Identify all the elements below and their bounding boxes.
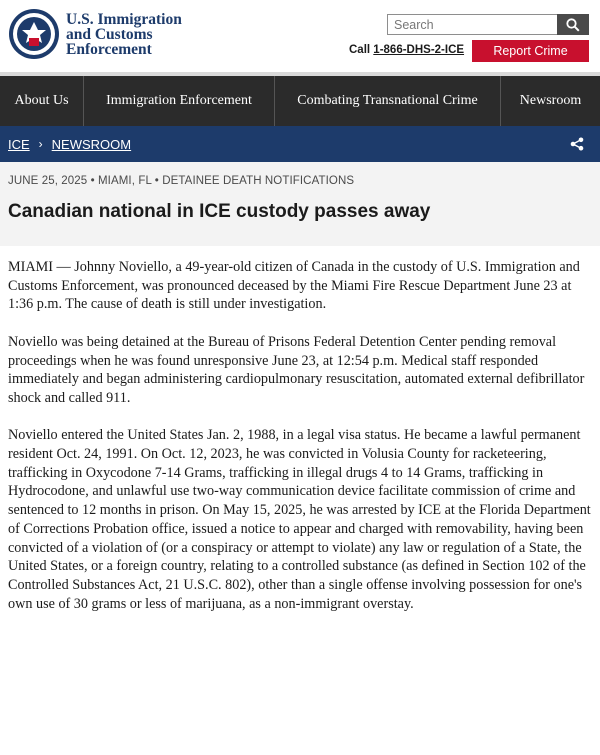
breadcrumb-home-link[interactable]: ICE (8, 136, 30, 152)
breadcrumb (0, 126, 600, 162)
article-meta: JUNE 25, 2025 • MIAMI, FL • DETAINEE DEATH NOTIFICATIONS (8, 175, 355, 187)
tip-line (349, 44, 464, 56)
agency-name[interactable] (66, 12, 182, 57)
nav-item-newsroom[interactable]: Newsroom (519, 93, 582, 108)
agency-line-3: Enforcement (66, 41, 152, 58)
page-title: Canadian national in ICE custody passes away (8, 201, 431, 222)
breadcrumb-separator: › (38, 137, 43, 151)
article-paragraph-3: Noviello entered the United States Jan. 2, 1988, in a legal visa status. He became a lawful permanent resident Oct. 24, 1991. On Oct. 12, 2023, he was convicted in Volusia County for racketeering, trafficking in Oxycodone 7-14 Grams, trafficking in illegal drugs 4 to 14 Grams, trafficking in Hydrocodone, and unlawful use two-way communication device facilitate commission of crime and sentenced to 12 months in prison. On May 15, 2025, he was arrested by ICE at the Florida Department of Corrections Probation office, issued a notice to appear and charged with removability, having been convicted of a violation of (or a conspiracy or attempt to violate) any law or regulation of a State, the United States, or a foreign country, relating to a controlled substance (as defined in Section 102 of the Controlled Substances Act, 21 U.S.C. 802), other than a single offense involving possession for one's own use of 30 grams or less of marijuana, as a non-immigrant overstay. (8, 427, 591, 612)
agency-line-1: U.S. Immigration (66, 11, 182, 28)
article-body (8, 258, 592, 632)
search-form (387, 14, 589, 35)
search-input[interactable] (387, 14, 557, 35)
article-paragraph-2: Noviello was being detained at the Bureau of Prisons Federal Detention Center pending removal proceedings when he was found unresponsive June 23, at 12:54 p.m. Medical staff responded immediately and began administering cardiopulmonary resuscitation, automated external defibrillator shock and called 911. (8, 333, 585, 406)
site-header (0, 0, 600, 72)
share-icon[interactable] (570, 137, 584, 151)
nav-item-about-us[interactable]: About Us (0, 76, 84, 126)
agency-line-2: and Customs (66, 26, 153, 43)
tip-line-phone-link[interactable]: 1-866-DHS-2-ICE (373, 44, 465, 56)
dhs-seal-icon[interactable] (8, 8, 60, 60)
main-nav (0, 72, 600, 126)
report-crime-button[interactable]: Report Crime (472, 40, 589, 62)
nav-item-immigration-enforcement[interactable]: Immigration Enforcement (84, 76, 275, 126)
nav-item-combating-transnational-crime[interactable]: Combating Transnational Crime (275, 76, 501, 126)
breadcrumb-newsroom-link[interactable]: NEWSROOM (51, 136, 132, 152)
search-button[interactable] (557, 14, 589, 35)
call-prefix: Call (349, 44, 374, 56)
search-icon (566, 18, 580, 32)
article-paragraph-1: MIAMI — Johnny Noviello, a 49-year-old citizen of Canada in the custody of U.S. Immigration and Customs Enforcement, was pronounced deceased by the Miami Fire Rescue Department June 23 at 1:36 p.m. The cause of death is still under investigation. (8, 259, 580, 313)
